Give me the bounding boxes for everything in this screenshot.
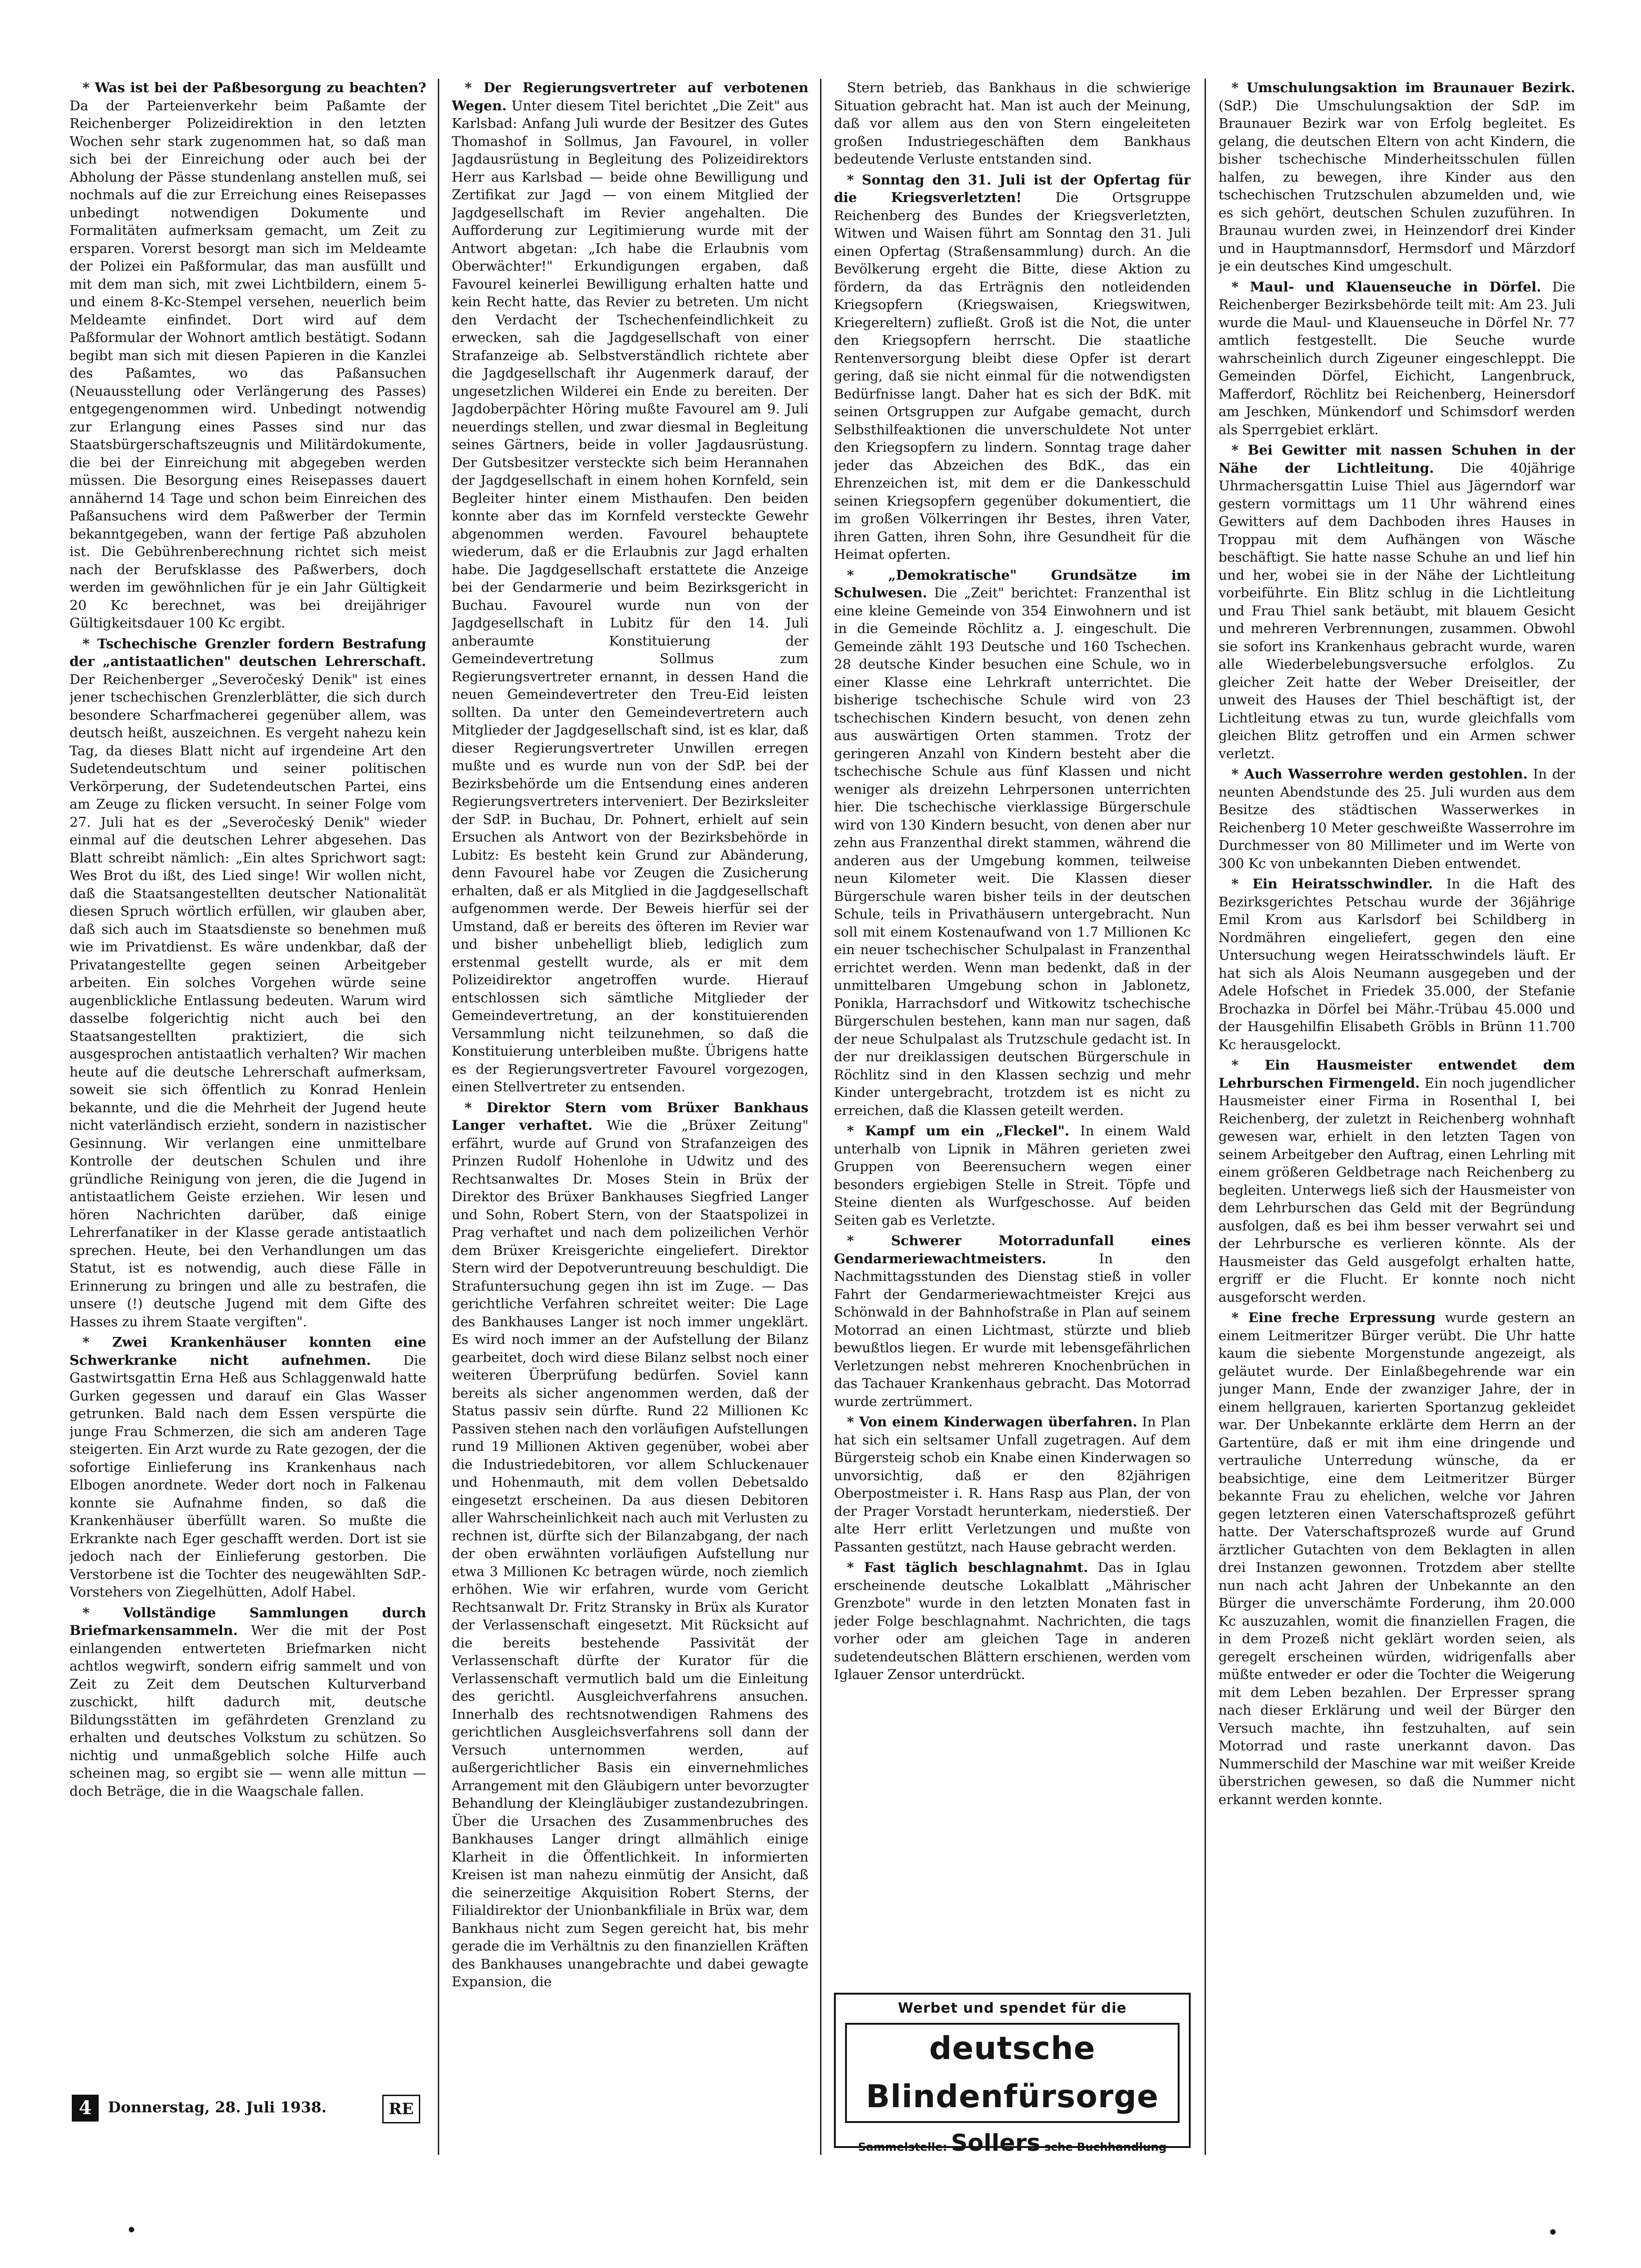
publisher-logo: RE	[382, 2095, 420, 2123]
scan-speck: •	[1547, 2222, 1559, 2243]
article-paragraph	[1218, 765, 1575, 872]
article-headline: * Maul- und Klauenseuche in Dörfel.	[1231, 279, 1541, 295]
page-number: 4	[72, 2095, 99, 2122]
article-headline: * Von einem Kinderwagen überfahren.	[847, 1414, 1137, 1430]
article-headline: * Auch Wasserrohre werden gestohlen.	[1231, 766, 1528, 782]
article-paragraph	[834, 1558, 1191, 1684]
article-body: Stern betrieb, das Bankhaus in die schwierige Situation gebracht hat. Man ist auch der Meinung, daß vor allem aus den von Stern eingeleiteten großen Industriegeschäften dem Bankhaus bedeutende Verluste entstanden sind.	[834, 80, 1191, 167]
article-paragraph	[452, 1099, 808, 1991]
column-3	[834, 79, 1191, 2155]
article-paragraph	[1218, 1309, 1575, 1808]
article-paragraph	[834, 1122, 1191, 1229]
newspaper-page	[60, 79, 1584, 2173]
article-body: Die 40jährige Uhrmachersgattin Luise Thiel aus Jägerndorf war gestern vormittags um 11 Uhr während eines Gewitters auf dem Dachboden ihres Hauses in Troppau mit dem Aufhängen von Wäsche beschäftigt. Sie hatte nasse Schuhe an und lief hin und her, wobei sie in der Nähe der Lichtleitung vorbeiführte. Ein Blitz schlug in die Lichtleitung und Frau Thiel sank betäubt, mit blauem Gesicht und mehreren Verbrennungen, zusammen. Obwohl sie sofort ins Krankenhaus gebracht wurde, waren alle Wiederbelebungsversuche erfolglos. Zu gleicher Zeit hatte der Weber Dreiseitler, der unweit des Hauses der Thiel beschäftigt ist, der Lichtleitung etwas zu tun, wurde gleichfalls vom gleichen Blitz getroffen und ein Armen schwer verletzt.	[1218, 460, 1575, 761]
article-paragraph	[1218, 441, 1575, 762]
article-paragraph	[834, 171, 1191, 564]
article-headline: * Schwerer Motorradunfall eines Gendarmeriewachtmeisters.	[834, 1233, 1191, 1267]
column-rule	[1205, 79, 1206, 2155]
article-headline: * Der Regierungsvertreter auf verbotenen Wegen.	[452, 80, 808, 114]
article-body: Die Gastwirtsgattin Erna Heß aus Schlaggenwald hatte Gurken gegessen und darauf ein Glas Wasser getrunken. Bald nach dem Essen verspürte die junge Frau Schmerzen, die sich am anderen Tage steigerten. Ein Arzt wurde zu Rate gezogen, der die sofortige Einlieferung ins Krankenhaus nach Elbogen anordnete. Weder dort noch in Falkenau konnte sie Aufnahme finden, so daß die Krankenhäuser überfüllt waren. So mußte die Erkrankte nach Eger geschafft werden. Dort ist sie jedoch nach der Einlieferung gestorben. Die Verstorbene ist die Tochter des neugewählten SdP.-Vorstehers von Ziegelhütten, Adolf Habel.	[69, 1352, 426, 1600]
article-headline: * Bei Gewitter mit nassen Schuhen in der Nähe der Lichtleitung.	[1218, 442, 1575, 476]
article-headline: * Was ist bei der Paßbesorgung zu beachten?	[82, 80, 426, 95]
article-paragraph	[1218, 79, 1575, 275]
page-footer	[72, 2095, 433, 2127]
article-headline: * Tschechische Grenzler fordern Bestrafung der „antistaatlichen" deutschen Lehrerschaft.	[69, 635, 426, 669]
article-body: In einem Wald unterhalb von Lipnik in Mähren gerieten zwei Gruppen von Beerensuchern wegen einer besonders ergiebigen Stelle in Streit. Töpfe und Steine dienten als Wurfgeschosse. Auf beiden Seiten gab es Verletzte.	[834, 1123, 1191, 1228]
advert-line-3	[836, 2129, 1189, 2156]
article-headline: * Zwei Krankenhäuser konnten eine Schwerkranke nicht aufnehmen.	[69, 1334, 426, 1368]
article-body: In Plan hat sich ein seltsamer Unfall zugetragen. Auf dem Bürgersteig schob ein Knabe einen Kinderwagen so unvorsichtig, daß er den 82jährigen Oberpostmeister i. R. Hans Rasp aus Plan, der von der Prager Vorstadt herunterkam, niederstieß. Der alte Herr erlitt Verletzungen und mußte von Passanten gestützt, nach Hause gebracht werden.	[834, 1414, 1191, 1555]
article-paragraph	[69, 79, 426, 632]
issue-date: Donnerstag, 28. Juli 1938.	[108, 2098, 327, 2116]
article-body: wurde gestern an einem Leitmeritzer Bürger verübt. Die Uhr hatte kaum die siebente Morgenstunde angezeigt, als geläutet wurde. Der Einlaßbegehrende war ein junger Mann, Ende der zwanziger Jahre, der in einem hellgrauen, karierten Sportanzug gekleidet war. Der Unbekannte erklärte dem Herrn an der Gartentüre, daß er mit ihm eine dringende und vertrauliche Unterredung wünsche, da er beabsichtige, eine dem Leitmeritzer Bürger bekannte Frau zu ehelichen, welche vor Jahren gegen letzteren einen Vaterschaftsprozeß geführt hatte. Der Vaterschaftsprozeß wurde auf Grund ärztlicher Gutachten von dem Beklagten in allen drei Instanzen gewonnen. Trotzdem aber stellte nun nach acht Jahren der Unbekannte an den Bürger die unverschämte Forderung, ihm 20.000 Kc auszuzahlen, womit die finanziellen Fragen, die in dem Prozeß nicht geklärt worden seien, als geregelt erscheinen würden, widrigenfalls aber müßte entweder er oder die Tochter die Weigerung mit dem Leben bezahlen. Der Erpresser sprang nach dieser Erklärung und weil der Bürger den Versuch machte, ihn festzuhalten, auf sein Motorrad und raste unerkannt davon. Das Nummerschild der Maschine war mit weißer Kreide überstrichen gewesen, so daß die Nummer nicht erkannt werden konnte.	[1218, 1310, 1575, 1807]
article-body: Ein noch jugendlicher Hausmeister einer Firma in Rosenthal I, bei Reichenberg, der zuletzt in Reichenberg wohnhaft gewesen war, erhielt in den letzten Tagen von seinem Arbeitgeber den Auftrag, einen Lehrling mit einem größeren Geldbetrage nach Reichenberg zu begleiten. Unterwegs ließ sich der Hausmeister von dem Lehrburschen das Geld mit der Begründung ausfolgen, daß es bei ihm besser verwahrt sei und der Lehrbursche es verlieren könnte. Als der Hausmeister das Geld ausgefolgt erhalten hatte, ergriff er die Flucht. Er konnte noch nicht ausgeforscht werden.	[1218, 1075, 1575, 1305]
article-paragraph	[1218, 278, 1575, 439]
article-headline: * Fast täglich beschlagnahmt.	[847, 1559, 1088, 1575]
article-paragraph	[834, 1232, 1191, 1410]
article-body: Da der Parteienverkehr beim Paßamte der Reichenberger Polizeidirektion in den letzten Wochen sehr stark zugenommen hat, so daß man sich bei der Einreichung oder auch bei der Abholung der Pässe stundenlang anstellen muß, sei nochmals auf die zur Erreichung eines Reisepasses unbedingt notwendigen Dokumente und Formalitäten aufmerksam gemacht, um Zeit zu ersparen. Vorerst besorgt man sich im Meldeamte der Polizei ein Paßformular, das man ausfüllt und mit dem man sich, mit zwei Lichtbildern, einem 5- und einem 8-Kc-Stempel versehen, neuerlich beim Meldeamte einfindet. Dort wird auf dem Paßformular der Wohnort amtlich bestätigt. Sodann begibt man sich mit diesen Papieren in die Kanzlei des Paßamtes, wo das Paßansuchen (Neuausstellung oder Verlängerung des Passes) entgegengenommen wird. Unbedingt notwendig zur Erlangung eines Passes sind nur das Staatsbürgerschaftszeugnis und Militärdokumente, die bei der Einreichung mit abgegeben werden müssen. Die Besorgung eines Reisepasses dauert annähernd 14 Tage und schon beim Einreichen des Paßansuchens wird dem Paßwerber der Termin bekanntgegeben, wann der fertige Paß abzuholen ist. Die Gebührenberechnung richtet sich meist nach der Berufsklasse des Paßwerbers, doch werden im gewöhnlichen für je ein Jahr Gültigkeit 20 Kc berechnet, was bei dreijähriger Gültigkeitsdauer 100 Kc ergibt.	[69, 97, 426, 631]
article-headline: * Ein Hausmeister entwendet dem Lehrburschen Firmengeld.	[1218, 1057, 1575, 1091]
column-rule	[438, 79, 439, 2155]
article-paragraph	[834, 1413, 1191, 1556]
article-body: In der neunten Abendstunde des 25. Juli wurden aus dem Besitze des städtischen Wasserwerkes in Reichenberg 10 Meter geschweißte Wasserrohre im Durchmesser von 80 Millimeter und im Werte von 300 Kc von unbekannten Dieben entwendet.	[1218, 766, 1575, 871]
article-paragraph	[69, 635, 426, 1331]
article-headline: * Eine freche Erpressung	[1231, 1310, 1436, 1325]
article-body: Die Reichenberger Bezirksbehörde teilt mit: Am 23. Juli wurde die Maul- und Klauenseuche in Dörfel Nr. 77 amtlich festgestellt. Die Seuche wurde wahrscheinlich durch Zigeuner eingeschleppt. Die Gemeinden Dörfel, Eichicht, Langenbruck, Mafferdorf, Röchlitz bei Reichenberg, Heinersdorf am Jeschken, Münkendorf und Schimsdorf werden als Sperrgebiet erklärt.	[1218, 279, 1575, 437]
advertisement-box	[834, 1993, 1191, 2156]
article-body: Unter diesem Titel berichtet „Die Zeit" aus Karlsbad: Anfang Juli wurde der Besitzer des Gutes Thomashof in Sollmus, Jan Favourel, in voller Jagdausrüstung in Begleitung des Polizeidirektors Herr aus Karlsbad — beide ohne Bewilligung und Zertifikat zur Jagd — von einem Mitglied der Jagdgesellschaft im Revier angehalten. Die Aufforderung zur Legitimierung wurde mit der Antwort abgetan: „Ich habe die Erlaubnis vom Oberwächter!" Erkundigungen ergaben, daß Favourel keinerlei Bewilligung erhalten hatte und kein Recht hatte, das Revier zu betreten. Um nicht den Verdacht der Tschechenfeindlichkeit zu erwecken, sah die Jagdgesellschaft von einer Strafanzeige ab. Selbstverständlich richtete aber die Jagdgesellschaft ihr Augenmerk darauf, der ungesetzlichen Wilderei ein Ende zu bereiten. Der Jagdoberpächter Höring mußte Favourel am 9. Juli neuerdings stellen, und zwar diesmal in Begleitung seines Gärtners, beide in voller Jagdausrüstung. Der Gutsbesitzer versteckte sich beim Herannahen der Jagdgesellschaft in einem hohen Kornfeld, sein Begleiter hinter einem Misthaufen. Den beiden konnte aber das im Kornfeld versteckte Gewehr abgenommen werden. Favourel behauptete wiederum, daß er die Erlaubnis zur Jagd erhalten habe. Die Jagdgesellschaft erstattete die Anzeige bei der Gendarmerie und beim Bezirksgericht in Buchau. Favourel wurde nun von der Jagdgesellschaft in Lubitz für den 14. Juli anberaumte Konstituierung der Gemeindevertretung Sollmus zum Regierungsvertreter ernannt, in dessen Hand die neuen Gemeindevertreter den Treu-Eid leisten sollten. Da unter den Gemeindevertretern auch Mitglieder der Jagdgesellschaft sind, ist es klar, daß dieser Regierungsvertreter Unwillen erregen mußte und es wurde nun von der SdP. bei der Bezirksbehörde um die Entsendung eines anderen Regierungsvertreters interveniert. Der Bezirksleiter der SdP. in Buchau, Dr. Pohnert, erhielt auf sein Ersuchen als Antwort von der Bezirksbehörde in Lubitz: Es besteht kein Grund zur Abänderung, denn Favourel habe vor Zeugen die Zusicherung erhalten, daß er als Mitglied in die Jagdgesellschaft aufgenommen werde. Der Beweis hierfür sei der Umstand, daß er bereits des öfteren im Revier war und bisher unbehelligt blieb, lediglich zum erstenmal gestellt wurde, als er mit dem Polizeidirektor angetroffen wurde. Hierauf entschlossen sich sämtliche Mitglieder der Gemeindevertretung, an der konstituierenden Versammlung nicht teilzunehmen, so daß die Konstituierung unterbleiben mußte. Übrigens hatte es der Regierungsvertreter Favourel vorgezogen, einen Stellvertreter zu entsenden.	[452, 97, 808, 1095]
article-headline: * Sonntag den 31. Juli ist der Opfertag für die Kriegsverletzten!	[834, 171, 1191, 205]
article-paragraph	[1218, 875, 1575, 1053]
article-body: Das in Iglau erscheinende deutsche Lokalblatt „Mährischer Grenzbote" wurde in den letzten Monaten fast in jeder Folge beschlagnahmt. Nachrichten, die tags vorher oder am gleichen Tage in anderen sudetendeutschen Blättern erschienen, werden vom Iglauer Zensor unterdrückt.	[834, 1559, 1191, 1682]
advert-collection-label: Sammelstelle:	[858, 2141, 947, 2154]
column-rule	[820, 79, 821, 2155]
article-body: Die Ortsgruppe Reichenberg des Bundes der Kriegsverletzten, Witwen und Waisen führt am Sonntag den 31. Juli einen Opfertag (Straßensammlung) durch. An die Bevölkerung ergeht die Bitte, diese Aktion zu fördern, da das Erträgnis den notleidenden Kriegsopfern (Kriegswaisen, Kriegswitwen, Kriegereltern) zufließt. Groß ist die Not, die unter den Kriegsopfern herrscht. Die staatliche Rentenversorgung bleibt diese Opfer ist derart gering, daß sie nicht einmal für die notwendigsten Bedürfnisse langt. Daher hat es sich der BdK. mit seinen Ortsgruppen zur Aufgabe gemacht, durch Selbsthilfeaktionen die unverschuldete Not unter den Kriegsopfern zu lindern. Sonntag trage daher jeder das Abzeichen des BdK., das ein Ehrenzeichen ist, mit dem er die Dankesschuld seinen Kriegsopfern gegenüber dokumentiert, die im großen Völkerringen ihr Bestes, ihren Vater, ihren Gatten, ihren Sohn, ihre Gesundheit für die Heimat opferten.	[834, 190, 1191, 562]
article-body: Der Reichenberger „Severočeský Denik" ist eines jener tschechischen Grenzlerblätter, die sich durch besondere Scharfmacherei gegenüber allem, was deutsch heißt, auszeichnen. Es vergeht nahezu kein Tag, da dieses Blatt nicht auf irgendeine Art den Sudetendeutschtum und seiner politischen Verkörperung, der Sudetendeutschen Partei, eins am Zeuge zu flicken versucht. In seiner Folge vom 27. Juli hat es der „Severočeský Denik" wieder einmal auf die deutschen Lehrer abgesehen. Das Blatt schreibt nämlich: „Ein altes Sprichwort sagt: Wes Brot du ißt, des Lied singe! Wir wollen nicht, daß die Staatsangestellten deutscher Nationalität diesen Spruch wörtlich erfüllen, wir glauben aber, daß sich auch im Staatsdienste so benehmen muß wie im Privatdienst. Es wäre undenkbar, daß der Privatangestellte gegen seinen Arbeitgeber arbeiten. Ein solches Vorgehen würde seine augenblickliche Entlassung bedeuten. Warum wird dasselbe folgerichtig nicht auch bei den Staatsangestellten praktiziert, die sich ausgesprochen antistaatlich verhalten? Wir machen heute auf die deutsche Lehrerschaft aufmerksam, soweit sie sich öffentlich zu Konrad Henlein bekannte, und die die Mehrheit der Jugend heute nicht vaterländisch erzieht, sondern in nazistischer Gesinnung. Wir verlangen eine unmittelbare Kontrolle der deutschen Schulen und ihre gründliche Reinigung von jeren, die die Jugend in antistaatlichem Geiste erziehen. Wir lesen und hören Nachrichten darüber, daß einige Lehrerfanatiker in der Klasse gerade antistaatlich sprechen. Heute, bei den Verhandlungen um das Statut, ist es notwendig, auch diese Fälle in Erinnerung zu bringen und alle zu bestrafen, die unsere (!) deutsche Jugend mit dem Gifte des Hasses zu ihrem Staate vergiften".	[69, 671, 426, 1330]
column-2	[452, 79, 808, 2155]
article-body: In den Nachmittagsstunden des Dienstag stieß in voller Fahrt der Gendarmeriewachtmeister Krejci aus Schönwald in der Bahnhofstraße in Plan auf seinem Motorrad an einen Lichtmast, stürzte und blieb bewußtlos liegen. Er wurde mit lebensgefährlichen Verletzungen nebst mehreren Knochenbrüchen in das Tachauer Krankenhaus gebracht. Das Motorrad wurde zertrümmert.	[834, 1250, 1191, 1409]
advert-headline: deutsche Blindenfürsorge	[845, 2023, 1180, 2123]
article-headline: * Umschulungsaktion im Braunauer Bezirk.	[1231, 80, 1575, 95]
column-1	[69, 79, 426, 2155]
article-paragraph	[69, 1604, 426, 1800]
article-paragraph	[834, 79, 1191, 168]
article-headline: * „Demokratische" Grundsätze im Schulwesen.	[834, 567, 1191, 601]
scan-speck: •	[126, 2220, 137, 2241]
article-paragraph	[69, 1333, 426, 1601]
article-body: Wie die „Brüxer Zeitung" erfährt, wurde auf Grund von Strafanzeigen des Prinzen Rudolf Hohenlohe in Udwitz und des Rechtsanwaltes Dr. Moses Stein in Brüx der Direktor des Brüxer Bankhauses Siegfried Langer und Sohn, Robert Stern, von der Staatspolizei in Prag verhaftet und nach dem polizeilichen Verhör dem Brüxer Kreisgerichte eingeliefert. Direktor Stern wird der Depotveruntreuung beschuldigt. Die Strafuntersuchung gegen ihn ist im Zuge. — Das gerichtliche Verfahren schreitet weiter: Die Lage des Bankhauses Langer ist noch immer ungeklärt. Es wird noch immer an der Aufstellung der Bilanz gearbeitet, doch wird diese Bilanz selbst noch einer weiteren Überprüfung bedürfen. Soviel kann bereits als sicher angenommen werden, daß der Status passiv sein dürfte. Rund 22 Millionen Kc Passiven stehen nach den vorläufigen Aufstellungen rund 19 Millionen Aktiven gegenüber, wobei aber die Industriedebitoren, vor allem Schluckenauer und Hohenmauth, mit dem vollen Debetsaldo eingesetzt erscheinen. Da aus diesen Debitoren aller Wahrscheinlichkeit nach auch mit Verlusten zu rechnen ist, dürfte sich der Bilanzabgang, der nach der oben erwähnten vorläufigen Aufstellung nur etwa 3 Millionen Kc betragen würde, noch ziemlich erhöhen. Wie wir erfahren, wurde vom Gericht Rechtsanwalt Dr. Fritz Stransky in Brüx als Kurator der Verlassenschaft eingesetzt. Mit Rücksicht auf die bereits bestehende Passivität der Verlassenschaft dürfte der Kurator für die Verlassenschaft vermutlich bald um die Einleitung des gerichtl. Ausgleichverfahrens ansuchen. Innerhalb des rechtsnotwendigen Rahmens des gerichtlichen Ausgleichsverfahrens soll dann der Versuch unternommen werden, auf außergerichtlicher Basis ein einvernehmliches Arrangement mit den Gläubigern unter bevorzugter Behandlung der Kleingläubiger zustandezubringen. Über die Ursachen des Zusammenbruches des Bankhauses Langer dringt allmählich einige Klarheit in die Öffentlichkeit. In informierten Kreisen ist man nahezu einmütig der Ansicht, daß die seinerzeitige Akquisition Robert Sterns, der Filialdirektor der Unionbankfiliale in Brüx war, dem Bankhaus nicht zum Segen gereicht hat, bis mehr gerade die im Verhältnis zu den finanziellen Kräften des Bankhauses unangebrachte und dabei gewagte Expansion, die	[452, 1117, 808, 1989]
article-paragraph	[452, 79, 808, 1096]
advert-shop-suffix: sche Buchhandlung	[1044, 2141, 1167, 2154]
column-4	[1218, 79, 1575, 2155]
advert-line-1: Werbet und spendet für die	[898, 2000, 1127, 2016]
article-headline: * Direktor Stern vom Brüxer Bankhaus Langer verhaftet.	[452, 1099, 808, 1133]
article-headline: * Vollständige Sammlungen durch Briefmarkensammeln.	[69, 1604, 426, 1638]
advert-shop-name: Sollers	[951, 2129, 1041, 2156]
article-headline: * Ein Heiratsschwindler.	[1231, 876, 1433, 892]
article-body: Wer die mit der Post einlangenden entwerteten Briefmarken nicht achtlos wegwirft, sondern eifrig sammelt und von Zeit zu Zeit dem Deutschen Kulturverband zuschickt, hilft dadurch mit, deutsche Bildungsstätten im gefährdeten Grenzland zu erhalten und deutsches Volkstum zu schützen. So nichtig und unmaßgeblich solche Hilfe auch scheinen mag, so ergibt sie — wenn alle mittun — doch Beträge, die in die Waagschale fallen.	[69, 1622, 426, 1799]
article-body: (SdP.) Die Umschulungsaktion der SdP. im Braunauer Bezirk war von Erfolg begleitet. Es gelang, die deutschen Eltern von acht Kindern, die bisher tschechische Minderheitsschulen füllen halfen, zu bewegen, ihre Kinder aus den tschechischen Trutzschulen abzumelden und, wie es sich gehört, deutschen Schulen zuzuführen. In Braunau wurden zwei, in Heinzendorf drei Kinder und in Hauptmannsdorf, Hermsdorf und Märzdorf je ein deutsches Kind umgeschult.	[1218, 97, 1575, 274]
article-paragraph	[834, 566, 1191, 1120]
article-headline: * Kampf um ein „Fleckel".	[847, 1123, 1070, 1139]
article-paragraph	[1218, 1056, 1575, 1306]
article-body: In die Haft des Bezirksgerichtes Petschau wurde der 36jährige Emil Krom aus Karlsdorf bei Schildberg in Nordmähren eingeliefert, gegen den eine Untersuchung wegen Heiratsschwindels läuft. Er hat sich als Alois Neumann ausgegeben und der Adele Hofschet in Friedek 35.000, der Stefanie Brochazka in Dörfel bei Mähr.-Trübau 45.000 und der Hausgehilfin Elisabeth Gröbls in Brünn 11.700 Kc herausgelockt.	[1218, 876, 1575, 1052]
article-body: Die „Zeit" berichtet: Franzenthal ist eine kleine Gemeinde von 354 Einwohnern und ist in die Gemeinde Röchlitz a. J. eingeschult. Die Gemeinde zählt 193 Deutsche und 160 Tschechen. 28 deutsche Kinder besuchen eine Schule, wo in einer Klasse eine Lehrkraft unterrichtet. Die bisherige tschechische Schule wird von 23 tschechischen Kindern besucht, von denen zehn aus auswärtigen Orten stammen. Trotz der geringeren Anzahl von Kindern besteht aber die tschechische Schule aus fünf Klassen und nicht weniger als dreizehn Lehrpersonen unterrichten hier. Die tschechische vierklassige Bürgerschule wird von 130 Kindern besucht, von denen aber nur zehn aus Franzenthal direkt stammen, während die anderen aus der Umgebung kommen, teilweise neun Kilometer weit. Die Klassen dieser Bürgerschule waren bisher teils in der deutschen Schule, teils in Privathäusern untergebracht. Nun soll mit einem Kostenaufwand von 1.7 Millionen Kc ein neuer tschechischer Schulpalast in Franzenthal errichtet werden. Wenn man bedenkt, daß in der unmittelbaren Umgebung schon in Jablonetz, Ponikla, Harrachsdorf und Witkowitz tschechische Bürgerschulen bestehen, kann man nur sagen, daß der neue Schulpalast als Trutzschule gedacht ist. In der nur dreiklassigen deutschen Bürgerschule in Röchlitz sind in den Klassen sechzig und mehr Kinder untergebracht, trotzdem ist es nicht zu erreichen, daß die Klassen geteilt werden.	[834, 585, 1191, 1118]
